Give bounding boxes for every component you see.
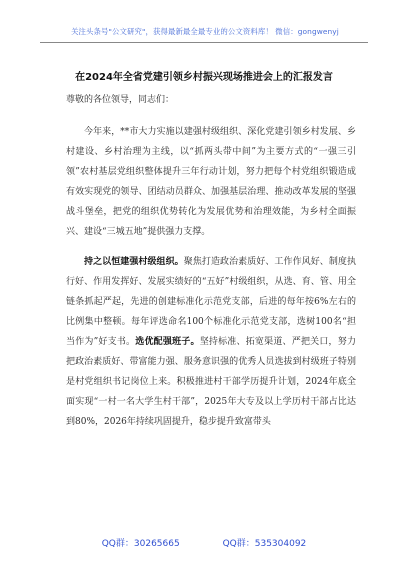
paragraph-lead-heading: 持之以恒建强村级组织。 — [84, 257, 184, 267]
header-divider — [40, 42, 368, 43]
salutation: 尊敬的各位领导，同志们： — [66, 95, 175, 105]
paragraph-body: 聚焦打造政治素质好、工作作风好、制度执行好、作用发挥好、发展实绩好的“五好”村级组织，从选、育、管、用全链条抓起严起，先进的创建标准化示范党支部，后进的每年按6%左右的比例集中整顿。每年评选命名100个标准化示范党支部，选树100名“担当作为”好支书。 — [66, 257, 356, 347]
paragraph-intro: 今年来，**市大力实施以建强村级组织、深化党建引领乡村发展、乡村建设、乡村治理为主线，以“抓两头带中间”为主要方式的“一强三引领”农村基层党组织整体提升三年行动计划，努力把每个村党组织锻造成有效实现党的领导、团结动员群众、加强基层治理、推动改革发展的坚强战斗堡垒，把党的组织优势转化为发展优势和治理效能，为乡村全面振兴、建设“三城五地”提供强力支撑。 — [66, 127, 356, 237]
footer-qq-group-1: QQ群：30265665 — [101, 539, 180, 549]
paragraph-body-2: 坚持标准、拓宽渠道、严把关口，努力把政治素质好、带富能力强、服务意识强的优秀人员选拔到村级班子特别是村党组织书记岗位上来。积极推进村干部学历提升计划，2024年底全面实现“一村一名大学生村干部”，2025年大专及以上学历村干部占比达到80%，2026年持续巩固提升，稳步提升致富带头 — [66, 337, 356, 427]
footer — [0, 536, 408, 549]
paragraph-village-organization — [66, 252, 356, 432]
document-title: 在2024年全省党建引领乡村振兴现场推进会上的汇报发言 — [75, 72, 333, 83]
paragraph-lead-heading-2: 选优配强班子。 — [135, 337, 200, 347]
header-notice: 关注头条号"公文研究"，获得最新最全最专业的公文资料库！ 微信：gongwenyj — [71, 27, 339, 36]
footer-qq-group-2: QQ群：535304092 — [222, 539, 307, 549]
